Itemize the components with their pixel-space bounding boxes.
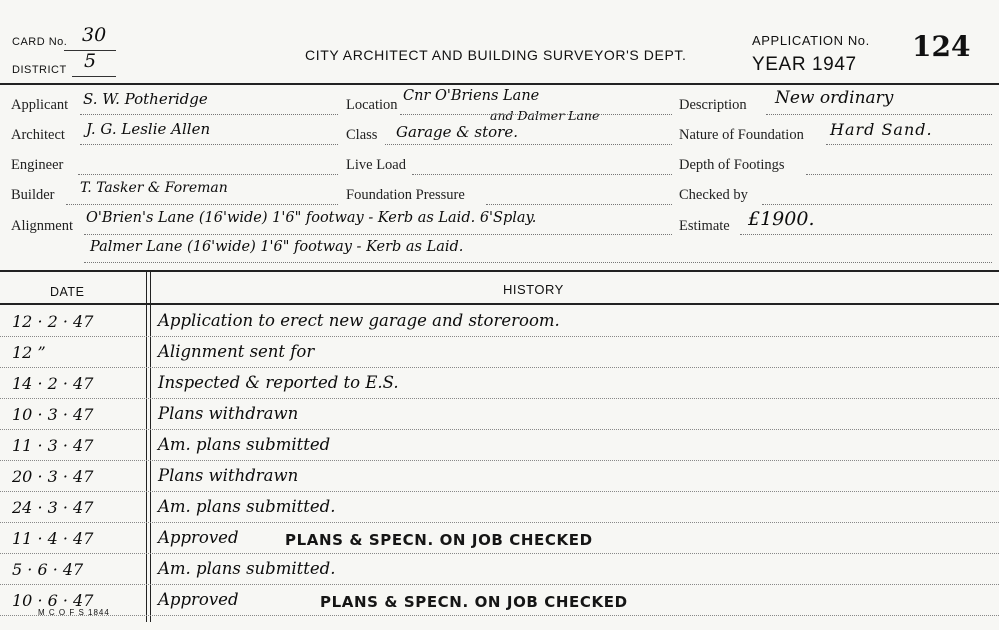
description-label: Description — [679, 97, 747, 113]
checked-by-label: Checked by — [679, 187, 748, 203]
history-row-line — [0, 367, 999, 368]
alignment-line-1: O'Brien's Lane (16'wide) 1'6" footway - Kerb as Laid. 6'Splay. — [86, 210, 537, 226]
history-row-line — [0, 460, 999, 461]
history-date: 5 · 6 · 47 — [12, 560, 84, 579]
history-row-line — [0, 553, 999, 554]
history-row-line — [0, 491, 999, 492]
builder-label: Builder — [11, 187, 55, 203]
history-stamp: PLANS & SPECN. ON JOB CHECKED — [285, 531, 593, 549]
engineer-label: Engineer — [11, 157, 64, 173]
history-entry: Am. plans submitted — [158, 435, 331, 454]
history-entry: Approved — [158, 528, 239, 547]
header-divider — [0, 83, 999, 85]
nature-of-foundation-value: Hard Sand. — [830, 120, 933, 139]
application-number: 124 — [912, 30, 971, 63]
history-entry: Approved — [158, 590, 239, 609]
department-title: CITY ARCHITECT AND BUILDING SURVEYOR'S DEPT. — [305, 47, 687, 63]
history-row-line — [0, 336, 999, 337]
history-date: 11 · 4 · 47 — [12, 529, 94, 548]
history-date: 10 · 6 · 47 — [12, 591, 94, 610]
history-entry: Am. plans submitted. — [158, 559, 336, 578]
history-date: 24 · 3 · 47 — [12, 498, 94, 517]
history-row-line — [0, 522, 999, 523]
print-code: M C O F S 1844 — [38, 608, 110, 617]
application-label: APPLICATION No. — [752, 33, 870, 48]
alignment-label: Alignment — [11, 218, 74, 234]
date-column-divider-inner — [150, 272, 151, 622]
location-value-second-line: and Dalmer Lane — [490, 108, 600, 123]
history-entry: Plans withdrawn — [158, 404, 299, 423]
nature-of-foundation-label: Nature of Foundation — [679, 127, 804, 143]
class-value: Garage & store. — [396, 123, 518, 141]
applicant-label: Applicant — [11, 97, 69, 113]
history-entry: Alignment sent for — [158, 342, 315, 361]
location-value: Cnr O'Briens Lane — [403, 88, 540, 104]
class-label: Class — [346, 127, 378, 143]
alignment-line-2: Palmer Lane (16'wide) 1'6" footway - Kerb as Laid. — [90, 239, 464, 255]
builder-value: T. Tasker & Foreman — [80, 180, 228, 196]
architect-label: Architect — [11, 127, 65, 143]
history-column-header: HISTORY — [503, 282, 564, 297]
history-date: 12 · 2 · 47 — [12, 312, 94, 331]
history-entry: Inspected & reported to E.S. — [158, 373, 399, 392]
history-row-line — [0, 429, 999, 430]
district-value: 5 — [84, 50, 97, 72]
history-row-line — [0, 398, 999, 399]
history-date: 12 ” — [12, 343, 46, 362]
card-number-label: CARD No. — [12, 36, 68, 48]
history-date: 11 · 3 · 47 — [12, 436, 94, 455]
estimate-value: £1900. — [748, 208, 815, 230]
history-date: 10 · 3 · 47 — [12, 405, 94, 424]
history-date: 14 · 2 · 47 — [12, 374, 94, 393]
estimate-label: Estimate — [679, 218, 730, 234]
depth-of-footings-label: Depth of Footings — [679, 157, 785, 173]
location-label: Location — [346, 97, 398, 113]
district-label: DISTRICT — [12, 64, 67, 76]
district-line — [72, 76, 116, 77]
year-label: YEAR 1947 — [752, 54, 857, 75]
date-column-header: DATE — [50, 285, 85, 299]
card-number-value: 30 — [82, 24, 107, 46]
history-date: 20 · 3 · 47 — [12, 467, 94, 486]
history-entry: Am. plans submitted. — [158, 497, 336, 516]
history-stamp: PLANS & SPECN. ON JOB CHECKED — [320, 593, 628, 611]
architect-value: J. G. Leslie Allen — [86, 120, 211, 138]
foundation-pressure-label: Foundation Pressure — [346, 187, 465, 203]
description-value: New ordinary — [775, 88, 894, 108]
live-load-label: Live Load — [346, 157, 406, 173]
history-entry: Plans withdrawn — [158, 466, 299, 485]
applicant-value: S. W. Potheridge — [83, 90, 208, 108]
history-entry: Application to erect new garage and storeroom. — [158, 311, 560, 330]
history-row-line — [0, 615, 999, 616]
history-row-line — [0, 584, 999, 585]
date-column-divider — [146, 272, 147, 622]
